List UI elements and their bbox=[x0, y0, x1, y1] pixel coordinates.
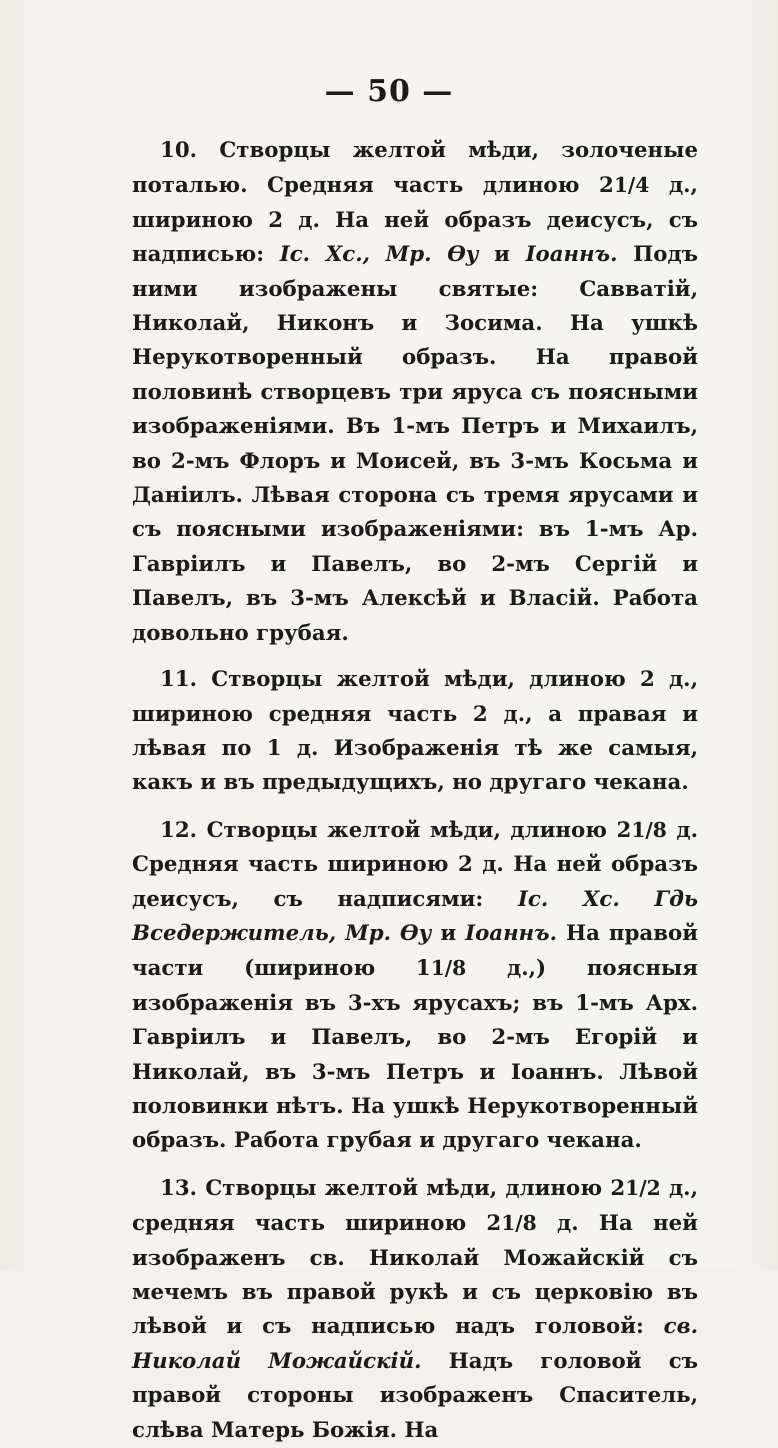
italic-inscription: св. Николай Можайскiй. bbox=[132, 1314, 698, 1374]
text-run: д., шириною 2 д. На ней образъ деисусъ, съ надписью: bbox=[132, 173, 698, 268]
paragraph-number: 10. bbox=[160, 138, 198, 163]
text-run: Створцы желтой мѣди, длиною 2 д., шириною средняя часть 2 д., а правая и лѣвая по 1 д. Изображенiя тѣ же самыя, какъ и въ предыдущихъ, но другаго чекана. bbox=[132, 667, 698, 796]
text-run: На правой части (шириною 1 bbox=[132, 920, 698, 982]
fraction: 1/2 bbox=[625, 1175, 661, 1200]
text-run: Подъ ними изображены святые: Савватiй, Николай, Никонъ и Зосима. На ушкѣ Нерукотворенный образъ. На правой половинѣ створцевъ три яруса съ поясными изображенiями. Въ 1-мъ Петръ и Михаилъ, во 2-мъ Флоръ и Моисей, въ 3-мъ Косьма и Даніилъ. Лѣвая сторона съ тремя ярусами и съ поясными изображенiями: въ 1-мъ Ар. Гаврiилъ и Павелъ, во 2-мъ Сергiй и Павелъ, въ 3-мъ Алексѣй и Власiй. Работа довольно грубая. bbox=[132, 242, 699, 646]
paragraph-number: 11. bbox=[160, 667, 198, 693]
text-run: д. Средняя часть шириною 2 д. На ней образъ деисусъ, съ надписями: bbox=[132, 817, 698, 912]
text-run: Створцы желтой мѣди, длиною 2 bbox=[197, 817, 632, 843]
text-run: Надъ головой съ правой стороны изображенъ Спаситель, слѣва Матерь Божiя. На bbox=[132, 1348, 699, 1443]
italic-inscription: Iс. Хс. Гдь Вседержитель, Мр. Өу bbox=[132, 886, 698, 946]
paragraph-10 bbox=[132, 134, 698, 651]
paragraph-12 bbox=[132, 813, 698, 1159]
fraction: 1/8 bbox=[631, 817, 667, 842]
text-run: и bbox=[478, 242, 526, 268]
text-run: д. На ней изображенъ св. Николай Можайскiй съ мечемъ въ правой рукѣ и съ церковiю въ лѣвой и съ надписью надъ головой: bbox=[132, 1211, 698, 1340]
paragraph-11 bbox=[132, 663, 698, 801]
fraction: 1/8 bbox=[430, 956, 467, 981]
text-run: Створцы желтой мѣди, золоченые поталью. Средняя часть длиною 2 bbox=[132, 138, 698, 199]
page-number: — 50 — bbox=[324, 74, 454, 109]
fraction: 1/4 bbox=[613, 173, 650, 198]
paragraph-number: 13. bbox=[160, 1175, 198, 1201]
paragraph-13 bbox=[132, 1171, 698, 1448]
text-run: д., средняя часть шириною 2 bbox=[132, 1175, 698, 1237]
italic-inscription: Iоаннъ. bbox=[525, 242, 618, 268]
text-run: д.,) поясныя изображенiя въ 3-хъ ярусахъ; въ 1-мъ Арх. Гаврiилъ и Павелъ, во 2-мъ Егорiй и Николай, въ 3-мъ Петръ и Iоаннъ. Лѣвой половинки нѣтъ. На ушкѣ Нерукотворенный образъ. Работа грубая и другаго чекана. bbox=[132, 956, 699, 1154]
body-text bbox=[132, 134, 698, 1448]
paragraph-number: 12. bbox=[160, 817, 198, 843]
italic-inscription: Iоаннъ. bbox=[465, 920, 558, 946]
italic-inscription: Iс. Хс., Мр. Өу bbox=[279, 242, 479, 268]
fraction: 1/8 bbox=[501, 1211, 537, 1236]
text-run: Створцы желтой мѣди, длиною 2 bbox=[197, 1175, 626, 1201]
text-run: и bbox=[431, 920, 466, 946]
